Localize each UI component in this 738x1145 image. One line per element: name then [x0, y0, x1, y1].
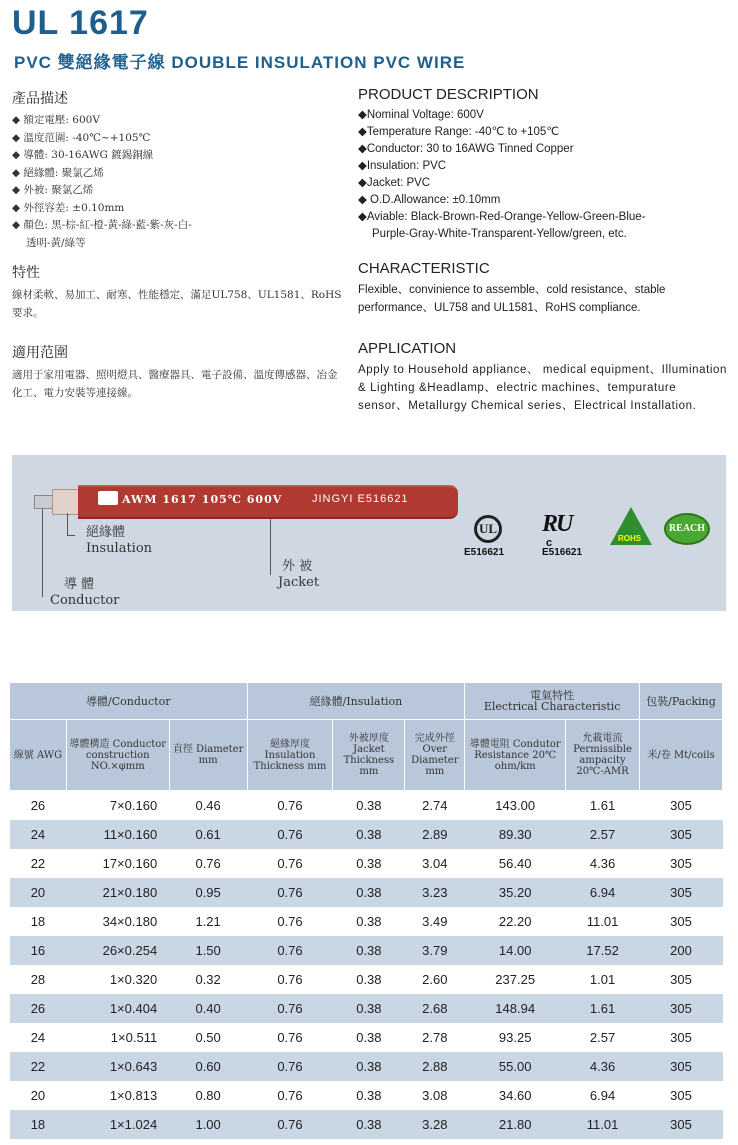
table-cell: 1×0.404: [66, 994, 169, 1023]
table-cell: 7×0.160: [109, 797, 158, 813]
jacket-label-en: Jacket: [278, 575, 320, 590]
table-cell: 20: [10, 878, 67, 907]
table-cell: 93.25: [498, 1029, 532, 1045]
insulation-illustration: [52, 489, 80, 515]
table-cell: 21.80: [465, 1110, 566, 1139]
leader-line: [270, 519, 271, 575]
table-cell: 0.76: [247, 878, 333, 907]
table-row: [10, 878, 723, 907]
table-cell: 0.76: [277, 797, 303, 813]
table-cell: 0.95: [169, 878, 247, 907]
product-description-cn: [12, 88, 342, 252]
table-cell: 3.08: [422, 1087, 448, 1103]
spec-item: ◆ 外徑容差: ±0.10mm: [12, 201, 125, 214]
table-cell: 2.68: [405, 994, 465, 1023]
table-row: [10, 907, 723, 936]
table-cell: 17.52: [566, 936, 640, 965]
product-description-en: [358, 86, 728, 243]
leader-line: [67, 535, 75, 536]
table-cell: 2.57: [589, 1029, 616, 1045]
table-cell: 3.04: [422, 855, 448, 871]
table-cell: 0.76: [277, 971, 303, 987]
section-text: 線材柔軟、易加工、耐寒、性能穩定、滿足UL758、UL1581、RoHS要求。: [12, 289, 342, 319]
spec-item: ◆ 外被: 聚氯乙烯: [12, 184, 94, 196]
table-cell: 200: [640, 936, 723, 965]
section-heading: 產品描述: [12, 91, 68, 107]
conductor-label-en: Conductor: [50, 593, 120, 608]
table-cell: 305: [640, 1052, 723, 1081]
table-cell: 20: [30, 1087, 46, 1103]
conductor-label: [50, 577, 119, 609]
page-subtitle: PVC 雙絕緣電子線 DOUBLE INSULATION PVC WIRE: [14, 53, 466, 72]
wire-print-maker: JINGYI E516621: [312, 493, 409, 505]
table-cell: 3.79: [405, 936, 465, 965]
table-cell: 0.76: [247, 820, 333, 849]
table-row: [10, 1023, 723, 1052]
table-cell: 11×0.160: [66, 820, 169, 849]
table-cell: 2.89: [405, 820, 465, 849]
table-cell: 2.88: [405, 1052, 465, 1081]
table-cell: 0.40: [169, 994, 247, 1023]
reach-icon: REACH: [664, 513, 710, 545]
spec-item: ◆Insulation: PVC: [358, 160, 447, 172]
conductor-label-cn: 導 體: [64, 577, 95, 592]
jacket-label: [278, 559, 319, 591]
ul-file-number: E516621: [464, 547, 505, 558]
col-awg: 線號 AWG: [10, 720, 67, 791]
table-cell: 11.01: [586, 913, 619, 929]
table-row: [10, 849, 723, 878]
table-cell: 0.38: [356, 1029, 382, 1045]
section-heading: APPLICATION: [358, 340, 457, 357]
table-cell: 0.60: [169, 1052, 247, 1081]
table-cell: 2.60: [422, 971, 448, 987]
table-cell: 1.00: [169, 1110, 247, 1139]
col-jacket-thickness: 外被厚度 Jacket Thickness mm: [333, 720, 405, 791]
col-construction: 導體構造 Conductor construction NO.×φmm: [66, 720, 169, 791]
table-cell: 89.30: [465, 820, 566, 849]
table-cell: 0.80: [195, 1087, 221, 1103]
wire-diagram: [12, 455, 726, 611]
table-cell: 6.94: [589, 1087, 616, 1103]
table-cell: 18: [30, 913, 46, 929]
table-cell: 18: [10, 1110, 67, 1139]
table-cell: 0.32: [195, 971, 221, 987]
table-cell: 0.46: [195, 797, 221, 813]
table-cell: 0.50: [195, 1029, 221, 1045]
table-cell: 11.01: [566, 1110, 640, 1139]
section-heading: 適用范圍: [12, 345, 68, 361]
table-cell: 305: [640, 994, 723, 1023]
table-cell: 34×0.180: [102, 913, 158, 929]
application-en: [358, 340, 728, 415]
table-cell: 1×1.024: [66, 1110, 169, 1139]
table-cell: 0.38: [356, 971, 382, 987]
table-cell: 143.00: [495, 797, 536, 813]
table-cell: 0.76: [247, 1052, 333, 1081]
table-cell: 24: [30, 1029, 46, 1045]
table-cell: 24: [10, 820, 67, 849]
ul-recognized-mark-icon: RU: [542, 511, 572, 537]
col-resistance: 導體電阻 Condutor Resistance 20℃ ohm/km: [465, 720, 566, 791]
col-packing: 米/卷 Mt/coils: [640, 720, 723, 791]
table-cell: 1×0.643: [66, 1052, 169, 1081]
table-cell: 22.20: [498, 913, 532, 929]
table-cell: 305: [670, 1087, 692, 1103]
table-cell: 3.23: [405, 878, 465, 907]
table-cell: 0.38: [356, 1087, 382, 1103]
spec-item: ◆Nominal Voltage: 600V: [358, 109, 484, 121]
table-cell: 26: [10, 994, 67, 1023]
insulation-label: [86, 525, 152, 557]
rohs-label: ROHS: [618, 534, 642, 543]
table-cell: 1.21: [195, 913, 221, 929]
col-insulation-thickness: 絕緣厚度 Insulation Thickness mm: [247, 720, 333, 791]
table-cell: 1.01: [589, 971, 616, 987]
table-cell: 2.74: [422, 797, 448, 813]
section-heading: 特性: [12, 265, 40, 281]
table-cell: 0.61: [169, 820, 247, 849]
table-row: [10, 791, 723, 820]
table-cell: 1×0.511: [110, 1029, 158, 1045]
ul-listed-icon: UL: [474, 515, 502, 543]
characteristic-en: [358, 260, 728, 317]
table-cell: 4.36: [589, 855, 616, 871]
table-cell: 305: [640, 878, 723, 907]
jacket-label-cn: 外 被: [282, 559, 313, 574]
wire-print: AWM 1617 105℃ 600V: [122, 493, 283, 506]
page-title: UL 1617: [12, 4, 149, 42]
table-cell: 1×0.320: [109, 971, 158, 987]
table-cell: 0.38: [333, 994, 405, 1023]
spec-item: ◆ O.D.Allowance: ±0.10mm: [358, 194, 501, 206]
table-cell: 0.38: [333, 1110, 405, 1139]
table-cell: 2.57: [566, 820, 640, 849]
section-heading: CHARACTERISTIC: [358, 260, 490, 277]
table-cell: 35.20: [465, 878, 566, 907]
spec-item: Purple-Gray-White-Transparent-Yellow/green, etc.: [372, 228, 627, 240]
table-cell: 22: [30, 855, 46, 871]
conductor-illustration: [34, 495, 54, 509]
table-cell: 305: [670, 797, 692, 813]
table-cell: 2.78: [422, 1029, 448, 1045]
spec-item: ◆Temperature Range: -40℃ to +105℃: [358, 126, 560, 138]
table-cell: 305: [670, 855, 692, 871]
table-cell: 3.49: [422, 913, 448, 929]
spec-item: ◆ 溫度范圍: -40℃~+105℃: [12, 131, 151, 144]
col-diameter: 直徑 Diameter mm: [169, 720, 247, 791]
table-cell: 34.60: [498, 1087, 532, 1103]
table-cell: 0.38: [356, 913, 382, 929]
spec-item: ◆ 絕緣體: 聚氯乙烯: [12, 166, 104, 179]
table-cell: 6.94: [566, 878, 640, 907]
spec-item: ◆ 額定電壓: 600V: [12, 114, 100, 126]
section-text: Flexible、convinience to assemble、cold resistance、stable performance、UL758 and UL1581、RoHS compliance.: [358, 284, 666, 314]
table-cell: 14.00: [465, 936, 566, 965]
table-cell: 0.76: [277, 1029, 303, 1045]
table-cell: 55.00: [465, 1052, 566, 1081]
table-cell: 16: [10, 936, 67, 965]
table-row: [10, 1052, 723, 1081]
table-cell: 0.38: [333, 936, 405, 965]
section-heading: PRODUCT DESCRIPTION: [358, 86, 539, 103]
characteristic-cn: [12, 262, 342, 322]
group-electrical: [465, 683, 640, 720]
table-row: [10, 965, 723, 994]
table-row: [10, 1110, 723, 1139]
table-cell: 305: [670, 913, 692, 929]
table-cell: 1.61: [589, 797, 616, 813]
table-cell: 21×0.180: [66, 878, 169, 907]
table-row: [10, 994, 723, 1023]
table-cell: 1×0.813: [109, 1087, 158, 1103]
group-electrical-en: Electrical Characteristic: [483, 700, 621, 713]
canada-mark: c: [546, 537, 553, 549]
table-cell: 1.50: [169, 936, 247, 965]
insulation-label-cn: 絕緣體: [86, 525, 126, 540]
table-cell: 1.61: [566, 994, 640, 1023]
ur-file-number: E516621: [542, 547, 583, 558]
table-cell: 56.40: [498, 855, 532, 871]
table-row: [10, 820, 723, 849]
table-cell: 305: [640, 820, 723, 849]
section-text: 適用于家用電器、照明燈具、醫療器具、電子設備、溫度傳感器、冶金化工、電力安裝等連接線。: [12, 369, 338, 399]
table-row: [10, 936, 723, 965]
table-cell: 0.38: [333, 1052, 405, 1081]
ul-recognized-icon: [98, 491, 118, 505]
spec-item: ◆ 導體: 30-16AWG 鍍錫銅線: [12, 149, 154, 161]
table-cell: 28: [30, 971, 46, 987]
table-cell: 0.38: [333, 878, 405, 907]
table-cell: 305: [670, 1029, 692, 1045]
table-cell: 148.94: [465, 994, 566, 1023]
section-text: Apply to Household appliance、 medical equipment、Illumination & Lighting &Headlamp、electric machines、tempurature sensor、Metallurgy Chemical series、Electrical Installation.: [358, 364, 728, 412]
table-cell: 237.25: [495, 971, 536, 987]
application-cn: [12, 342, 342, 402]
table-cell: 0.76: [277, 1087, 303, 1103]
spec-item: ◆Conductor: 30 to 16AWG Tinned Copper: [358, 143, 574, 155]
group-conductor: 導體/Conductor: [10, 683, 248, 720]
table-cell: 0.38: [333, 820, 405, 849]
group-electrical-cn: 電氣特性: [530, 689, 575, 702]
group-insulation: 絕緣體/Insulation: [247, 683, 465, 720]
insulation-label-en: Insulation: [86, 541, 153, 556]
table-cell: 0.76: [195, 855, 221, 871]
spec-item: ◆ 顏色: 黑-棕-紅-橙-黃-綠-藍-紫-灰-白-: [12, 219, 192, 231]
table-cell: 0.76: [247, 994, 333, 1023]
table-cell: 0.38: [356, 855, 382, 871]
leader-line: [67, 513, 68, 535]
spec-table: [9, 682, 723, 1139]
table-cell: 22: [10, 1052, 67, 1081]
table-cell: 305: [670, 971, 692, 987]
group-packing: 包裝/Packing: [640, 683, 723, 720]
spec-item: ◆Aviable: Black-Brown-Red-Orange-Yellow-Green-Blue-: [358, 211, 646, 223]
spec-item: 透明-黃/綠等: [26, 236, 86, 249]
spec-item: ◆Jacket: PVC: [358, 177, 431, 189]
table-cell: 17×0.160: [102, 855, 158, 871]
table-cell: 3.28: [405, 1110, 465, 1139]
table-cell: 0.76: [247, 1110, 333, 1139]
table-cell: 0.38: [356, 797, 382, 813]
table-cell: 26: [30, 797, 46, 813]
col-over-diameter: 完成外徑 Over Diameter mm: [405, 720, 465, 791]
table-row: [10, 1081, 723, 1110]
table-cell: 26×0.254: [66, 936, 169, 965]
col-ampacity: 允載電流 Permissible ampacity 20℃-AMR: [566, 720, 640, 791]
leader-line: [42, 509, 43, 597]
table-cell: 0.76: [247, 936, 333, 965]
table-cell: 0.76: [277, 913, 303, 929]
table-cell: 305: [640, 1110, 723, 1139]
table-cell: 0.76: [277, 855, 303, 871]
table-cell: 4.36: [566, 1052, 640, 1081]
